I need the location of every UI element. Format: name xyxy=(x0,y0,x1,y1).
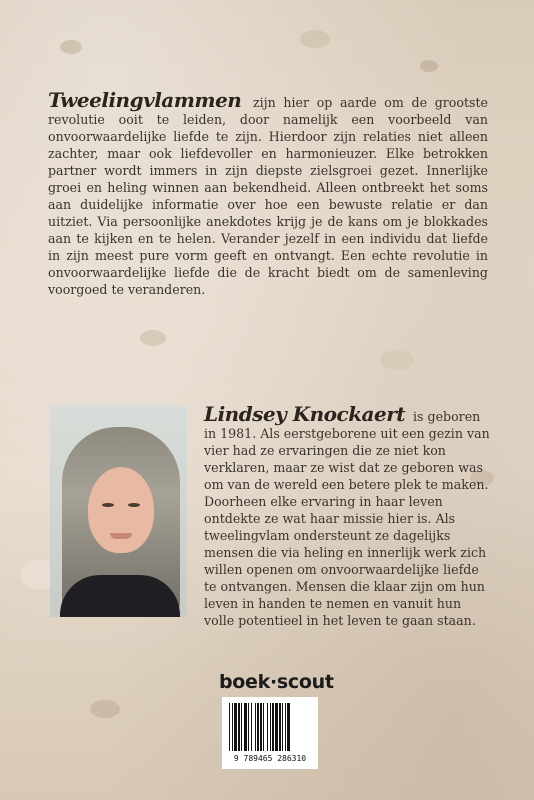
barcode-bar xyxy=(229,703,230,751)
author-name: Lindsey Knockaert xyxy=(204,402,406,426)
photo-mouth xyxy=(110,533,132,539)
barcode-bar xyxy=(260,703,262,751)
barcode-bar xyxy=(263,703,264,751)
barcode-bar xyxy=(244,703,247,751)
barcode-bar xyxy=(272,703,274,751)
barcode-bar xyxy=(232,703,233,751)
barcode-bar xyxy=(251,703,252,751)
barcode-bars xyxy=(228,703,312,751)
barcode-bar xyxy=(287,703,290,751)
publisher-logo: boek·scout xyxy=(219,671,334,693)
barcode-bar xyxy=(241,703,242,751)
barcode-bar xyxy=(267,703,268,751)
blurb-paragraph xyxy=(48,88,488,298)
barcode-bar xyxy=(282,703,283,751)
barcode-bar xyxy=(238,703,240,751)
photo-face xyxy=(88,467,154,553)
barcode-bar xyxy=(270,703,271,751)
barcode-digits: 9 789465 286310 xyxy=(233,754,307,763)
barcode-bar xyxy=(255,703,256,751)
barcode-bar xyxy=(248,703,249,751)
author-bio xyxy=(204,402,490,629)
blurb-lead-word: Tweelingvlammen xyxy=(48,88,242,112)
barcode-bar xyxy=(234,703,237,751)
barcode-bar xyxy=(257,703,259,751)
author-photo xyxy=(50,405,187,617)
barcode-bar xyxy=(275,703,278,751)
barcode-bar xyxy=(285,703,286,751)
blurb-text: zijn hier op aarde om de grootste revolutie ooit te leiden, door namelijk een voorbeeld van onvoorwaardelijke liefde te zijn. Hierdoor zijn relaties niet alleen zachter, maar ook liefdevoller en harmonieuzer. Elke betrokken partner wordt immers in zijn diepste zielsgroei gezet. Innerlijke groei en heling winnen aan bekendheid. Alleen ontbreekt het soms aan duidelijke informatie over hoe een bewuste relatie er dan uitziet. Via persoonlijke anekdotes krijg je de kans om je blokkades aan te kijken en te helen. Verander jezelf in een individu dat liefde in zijn meest pure vorm geeft en ontvangt. Een echte revolutie in onvoorwaardelijke liefde die de kracht biedt om de samenleving voorgoed te veranderen. xyxy=(48,95,488,297)
photo-shirt xyxy=(60,575,180,617)
barcode-bar xyxy=(279,703,281,751)
photo-eye-right xyxy=(128,503,140,507)
author-bio-text: is geboren in 1981. Als eerstgeborene uit een gezin van vier had ze ervaringen die ze niet kon verklaren, maar ze wist dat ze geboren was om van de wereld een betere plek te maken. Doorheen elke ervaring in haar leven ontdekte ze wat haar missie hier is. Als tweelingvlam ondersteunt ze dagelijks mensen die via heling en innerlijk werk zich willen openen om onvoorwaardelijke liefde te ontvangen. Mensen die klaar zijn om hun leven in handen te nemen en vanuit hun volle potentieel in het leven te gaan staan. xyxy=(204,409,490,628)
barcode xyxy=(222,697,318,769)
photo-eye-left xyxy=(102,503,114,507)
